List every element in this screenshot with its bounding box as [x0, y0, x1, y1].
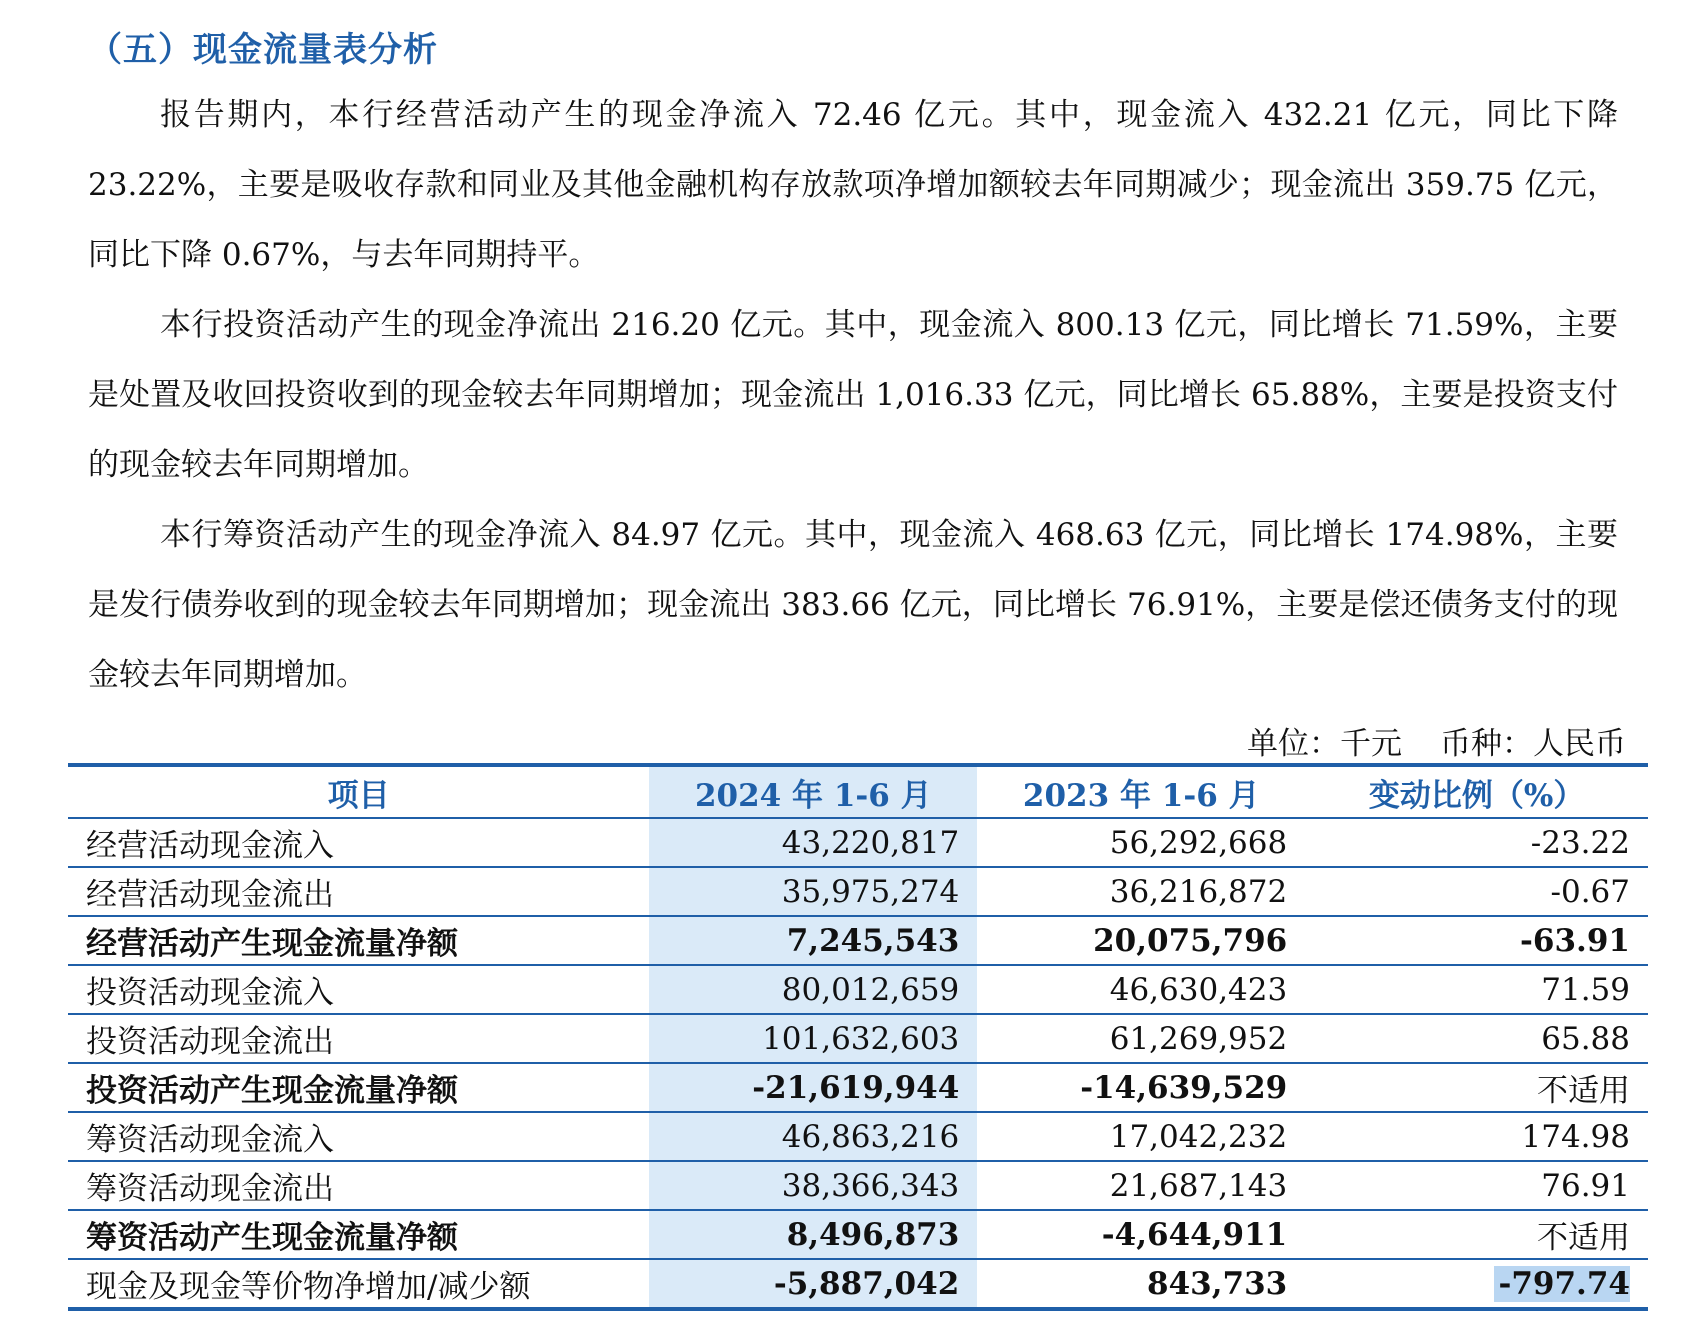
table-row-subtotal	[68, 1063, 1648, 1112]
header-2023: 2023 年 1-6 月	[977, 765, 1305, 818]
table-row	[68, 1014, 1648, 1063]
row-change-highlight: -797.74	[1494, 1266, 1630, 1302]
header-item: 项目	[68, 765, 649, 818]
row-2024: -21,619,944	[649, 1063, 977, 1112]
row-2023: 56,292,668	[977, 818, 1305, 867]
table-row-subtotal	[68, 916, 1648, 965]
row-item: 筹资活动现金流出	[68, 1161, 649, 1210]
row-2023: 21,687,143	[977, 1161, 1305, 1210]
row-item: 经营活动现金流入	[68, 818, 649, 867]
row-item: 投资活动现金流出	[68, 1014, 649, 1063]
cash-flow-table	[68, 763, 1648, 1311]
currency-label: 币种：人民币	[1440, 726, 1626, 762]
header-2024: 2024 年 1-6 月	[649, 765, 977, 818]
row-2024: 80,012,659	[649, 965, 977, 1014]
row-2024: 38,366,343	[649, 1161, 977, 1210]
row-item: 经营活动产生现金流量净额	[68, 916, 649, 965]
row-2024: 35,975,274	[649, 867, 977, 916]
table-row	[68, 1112, 1648, 1161]
row-2023: 61,269,952	[977, 1014, 1305, 1063]
row-2024: 101,632,603	[649, 1014, 977, 1063]
row-change: -23.22	[1305, 818, 1648, 867]
row-2023: 36,216,872	[977, 867, 1305, 916]
table-row-total	[68, 1259, 1648, 1309]
row-item: 筹资活动现金流入	[68, 1112, 649, 1161]
table-row	[68, 867, 1648, 916]
header-change: 变动比例（%）	[1305, 765, 1648, 818]
paragraph-financing: 本行筹资活动产生的现金净流入 84.97 亿元。其中，现金流入 468.63 亿元，同比增长 174.98%，主要是发行债券收到的现金较去年同期增加；现金流出 383.66 亿元，同比增长 76.91%，主要是偿还债务支付的现金较去年同期增加。	[88, 517, 1618, 693]
row-2023: 17,042,232	[977, 1112, 1305, 1161]
row-item: 经营活动现金流出	[68, 867, 649, 916]
row-item: 投资活动产生现金流量净额	[68, 1063, 649, 1112]
table-row-subtotal	[68, 1210, 1648, 1259]
row-2023: -4,644,911	[977, 1210, 1305, 1259]
row-2024: 8,496,873	[649, 1210, 977, 1259]
paragraph-investing: 本行投资活动产生的现金净流出 216.20 亿元。其中，现金流入 800.13 亿元，同比增长 71.59%，主要是处置及收回投资收到的现金较去年同期增加；现金流出 1,016.33 亿元，同比增长 65.88%，主要是投资支付的现金较去年同期增加。	[88, 307, 1618, 483]
row-change-cell	[1305, 1259, 1648, 1309]
table-row	[68, 818, 1648, 867]
table-row	[68, 1161, 1648, 1210]
row-2023: -14,639,529	[977, 1063, 1305, 1112]
row-2024: 46,863,216	[649, 1112, 977, 1161]
row-item: 筹资活动产生现金流量净额	[68, 1210, 649, 1259]
row-change: -63.91	[1305, 916, 1648, 965]
unit-line	[1247, 718, 1626, 763]
row-2023: 46,630,423	[977, 965, 1305, 1014]
row-change: -0.67	[1305, 867, 1648, 916]
row-change: 不适用	[1305, 1210, 1648, 1259]
row-2024: 7,245,543	[649, 916, 977, 965]
row-change: 65.88	[1305, 1014, 1648, 1063]
table-header-row	[68, 765, 1648, 818]
row-item: 投资活动现金流入	[68, 965, 649, 1014]
row-2024: 43,220,817	[649, 818, 977, 867]
section-heading: （五）现金流量表分析	[88, 30, 438, 70]
row-change: 76.91	[1305, 1161, 1648, 1210]
row-change: 174.98	[1305, 1112, 1648, 1161]
row-item: 现金及现金等价物净增加/减少额	[68, 1259, 649, 1309]
row-change: 71.59	[1305, 965, 1648, 1014]
unit-label: 单位：千元	[1247, 726, 1402, 762]
table-row	[68, 965, 1648, 1014]
row-2023: 20,075,796	[977, 916, 1305, 965]
row-2023: 843,733	[977, 1259, 1305, 1309]
row-2024: -5,887,042	[649, 1259, 977, 1309]
row-change: 不适用	[1305, 1063, 1648, 1112]
paragraph-operating: 报告期内，本行经营活动产生的现金净流入 72.46 亿元。其中，现金流入 432.21 亿元，同比下降 23.22%，主要是吸收存款和同业及其他金融机构存放款项净增加额较去年同期减少；现金流出 359.75 亿元，同比下降 0.67%，与去年同期持平。	[88, 97, 1618, 273]
